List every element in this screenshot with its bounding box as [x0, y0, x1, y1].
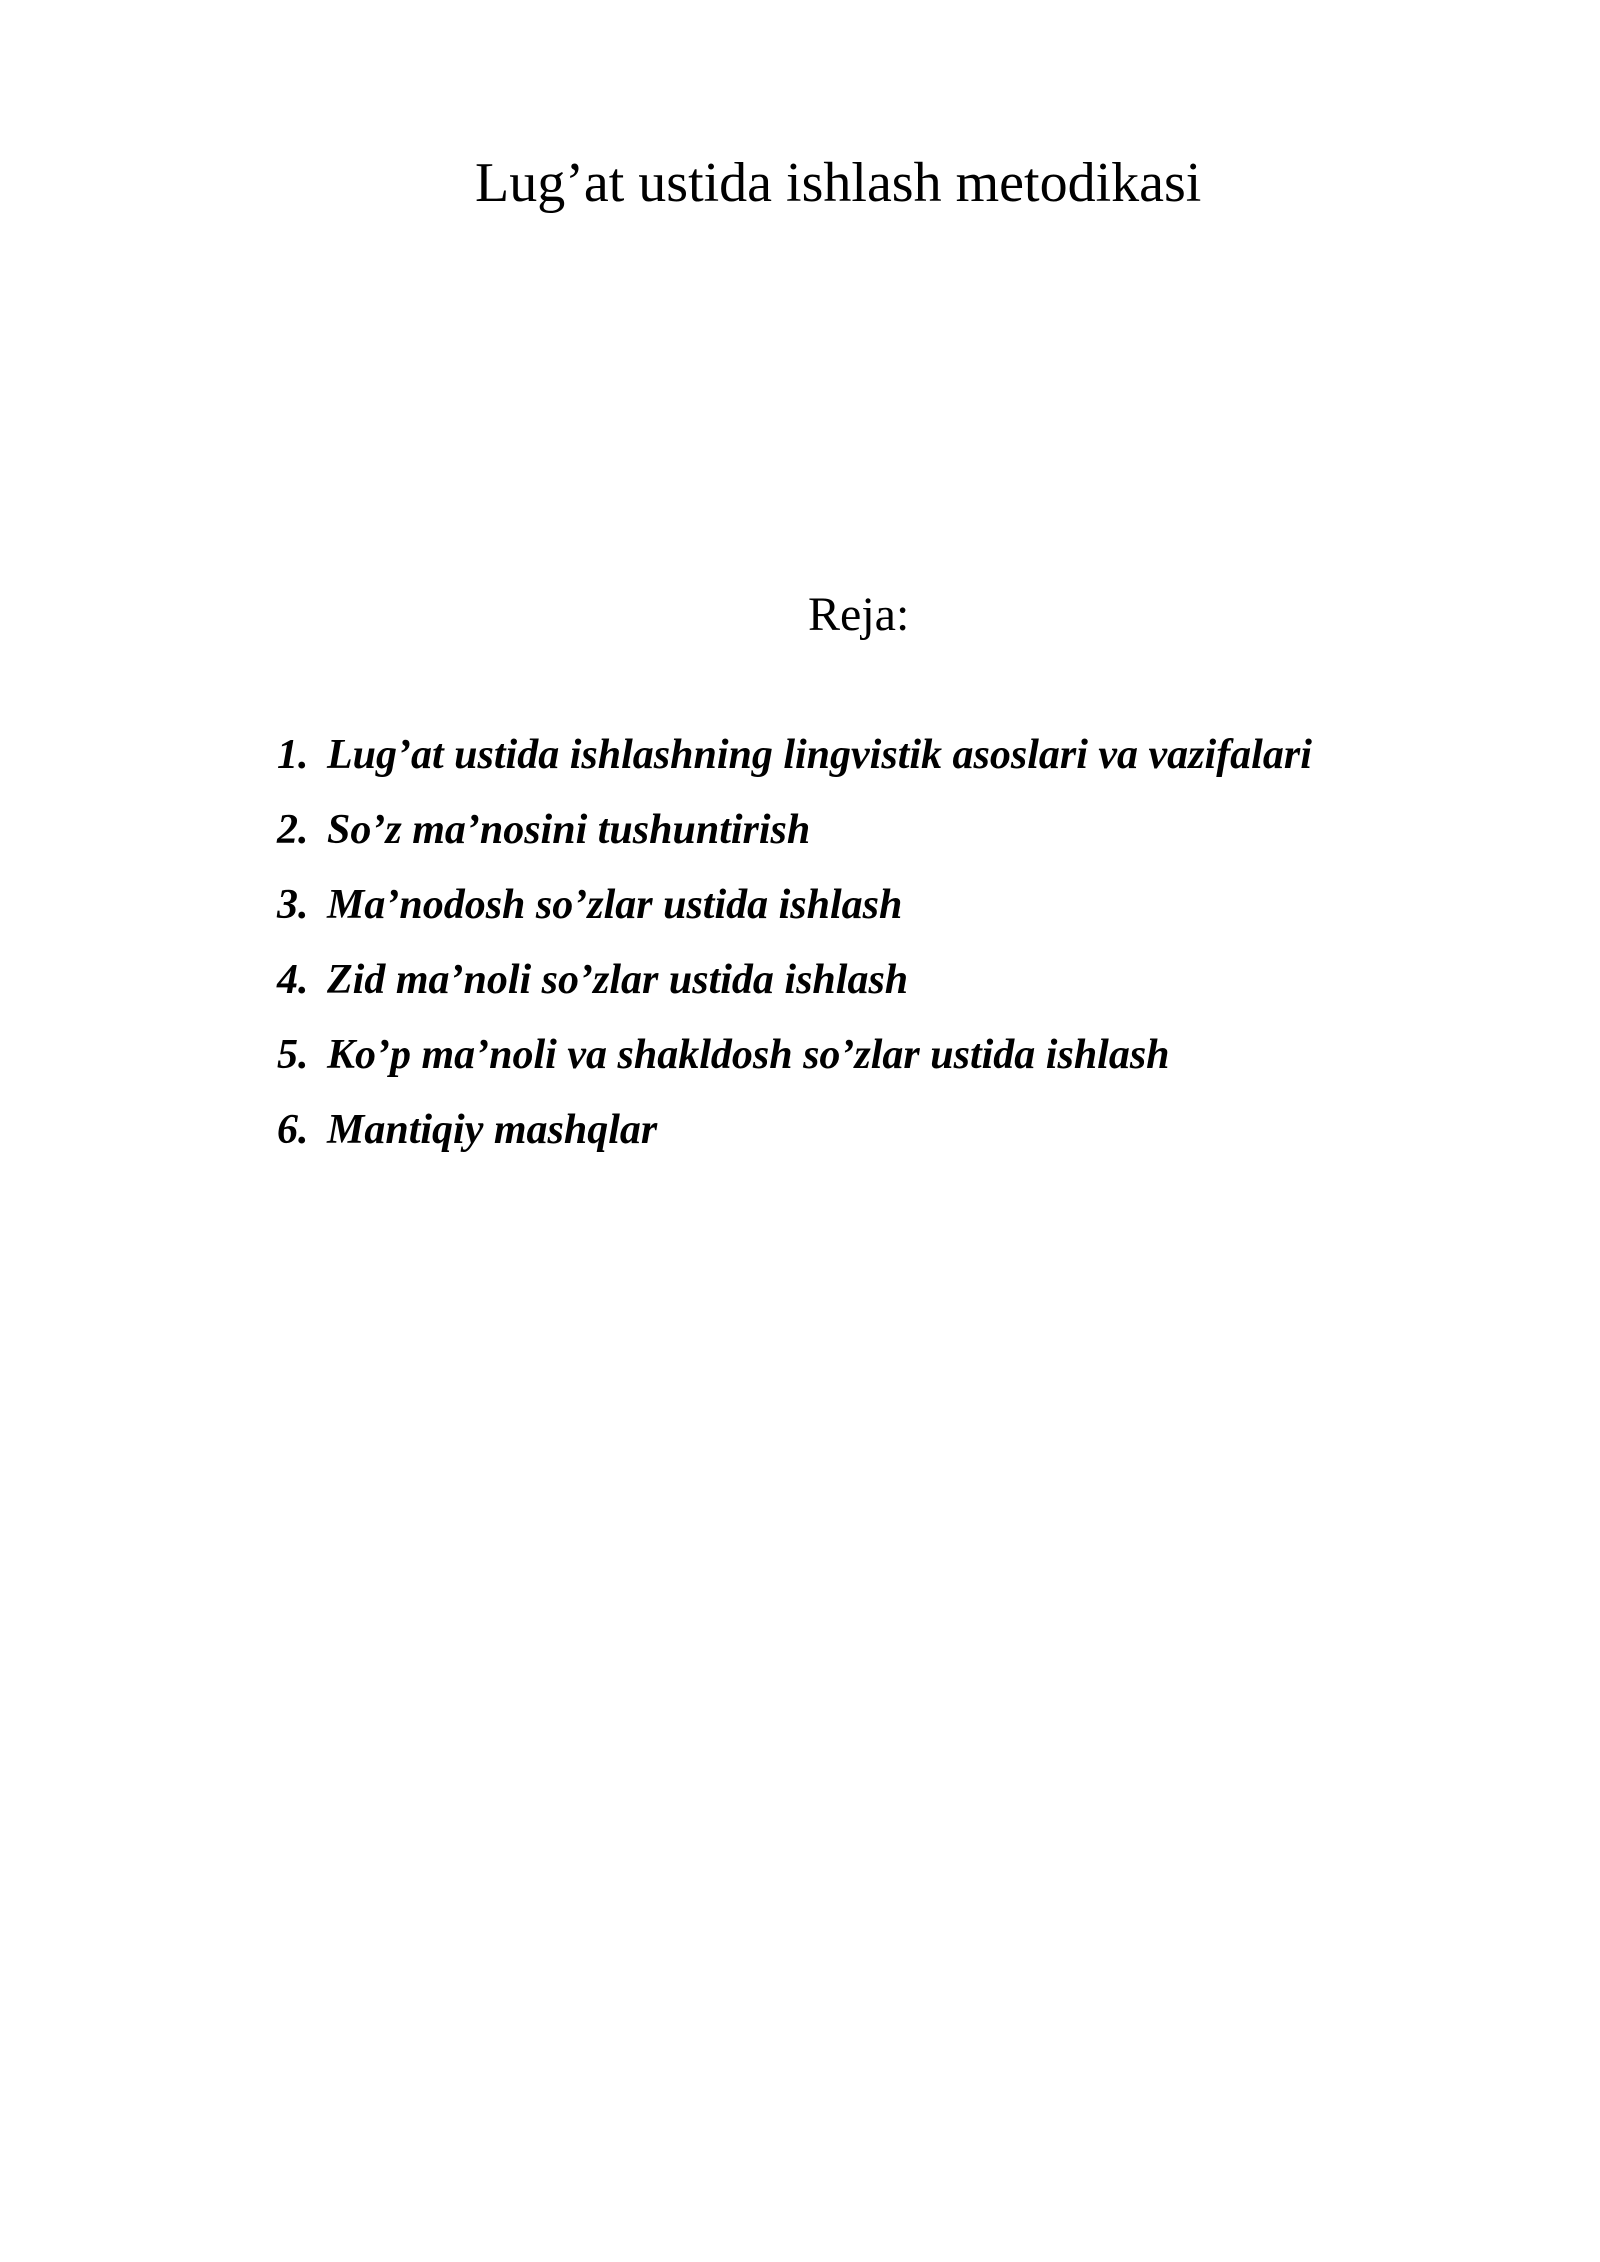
- plan-item-number: 5.: [277, 1032, 309, 1078]
- plan-item-number: 2.: [277, 807, 309, 853]
- plan-item: [277, 1030, 1312, 1105]
- plan-item-text: Mantiqiy mashqlar: [327, 1107, 658, 1153]
- plan-item-number: 1.: [277, 732, 309, 778]
- plan-item-number: 6.: [277, 1107, 309, 1153]
- plan-item-text: Ko’p ma’noli va shakldosh so’zlar ustida ishlash: [327, 1032, 1170, 1078]
- plan-item-text: Lug’at ustida ishlashning lingvistik asoslari va vazifalari: [327, 732, 1312, 778]
- plan-item: [277, 955, 1312, 1030]
- plan-heading: Reja:: [808, 588, 910, 641]
- plan-item: [277, 805, 1312, 880]
- document-title: Lug’at ustida ishlash metodikasi: [475, 152, 1202, 214]
- plan-item-number: 3.: [277, 882, 309, 928]
- plan-item-text: So’z ma’nosini tushuntirish: [327, 807, 811, 853]
- plan-list: [277, 730, 1312, 1180]
- plan-item-number: 4.: [277, 957, 309, 1003]
- plan-item: [277, 880, 1312, 955]
- plan-item-text: Ma’nodosh so’zlar ustida ishlash: [327, 882, 903, 928]
- plan-item: [277, 1105, 1312, 1180]
- plan-item-text: Zid ma’noli so’zlar ustida ishlash: [327, 957, 909, 1003]
- plan-item: [277, 730, 1312, 805]
